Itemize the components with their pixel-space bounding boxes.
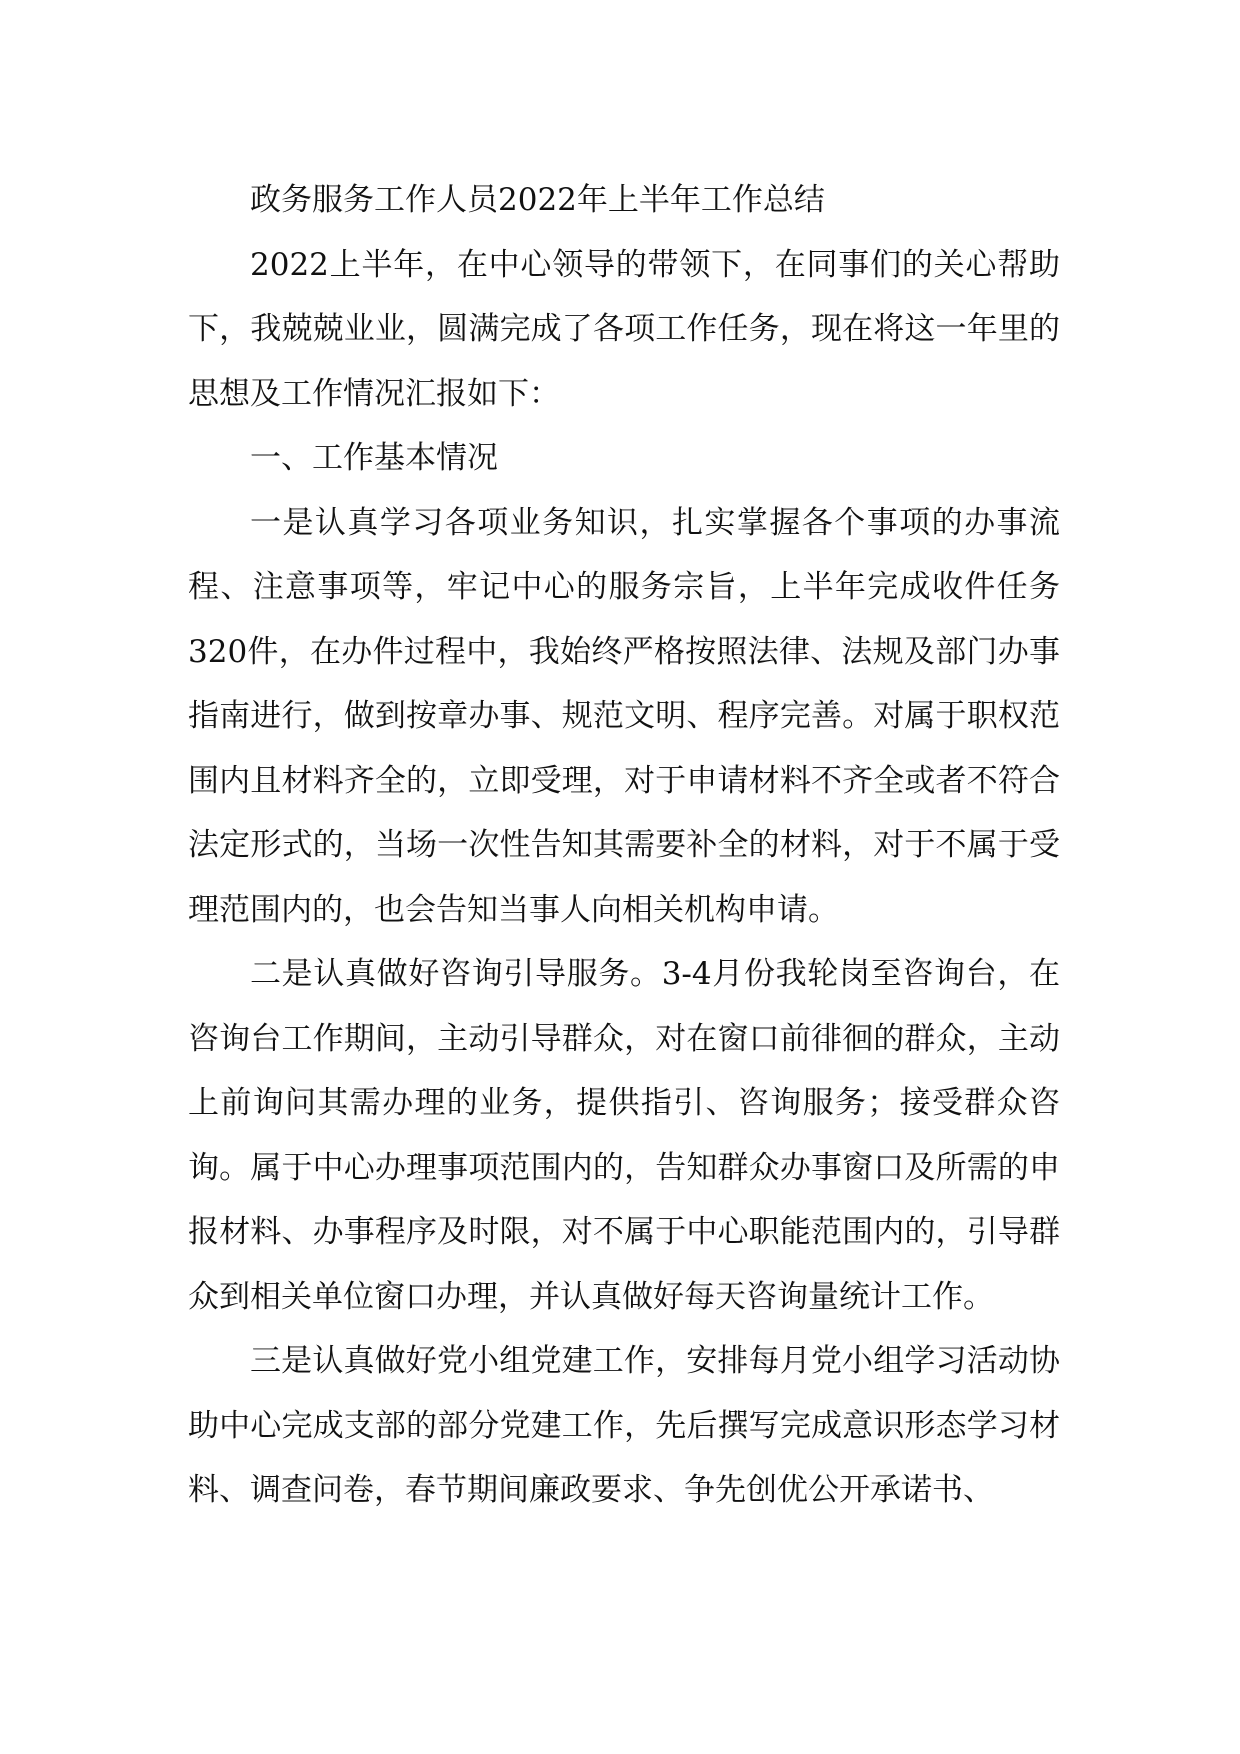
document-title: 政务服务工作人员2022年上半年工作总结: [250, 182, 825, 218]
section-heading: 一、工作基本情况: [250, 440, 498, 476]
paragraph-business-knowledge: 一是认真学习各项业务知识，扎实掌握各个事项的办事流程、注意事项等，牢记中心的服务宗旨，上半年完成收件任务320件，在办件过程中，我始终严格按照法律、法规及部门办事指南进行，做到按章办事、规范文明、程序完善。对属于职权范围内且材料齐全的，立即受理，对于申请材料不齐全或者不符合法定形式的，当场一次性告知其需要补全的材料，对于不属于受理范围内的，也会告知当事人向相关机构申请。: [188, 504, 1060, 928]
paragraph-party-work: 三是认真做好党小组党建工作，安排每月党小组学习活动协助中心完成支部的部分党建工作，先后撰写完成意识形态学习材料、调查问卷，春节期间廉政要求、争先创优公开承诺书、: [188, 1343, 1060, 1508]
paragraph-intro: 2022上半年，在中心领导的带领下，在同事们的关心帮助下，我兢兢业业，圆满完成了各项工作任务，现在将这一年里的思想及工作情况汇报如下：: [188, 246, 1060, 412]
paragraph-consulting-service: 二是认真做好咨询引导服务。3-4月份我轮岗至咨询台，在咨询台工作期间，主动引导群众，对在窗口前徘徊的群众，主动上前询问其需办理的业务，提供指引、咨询服务；接受群众咨询。属于中心办理事项范围内的，告知群众办事窗口及所需的申报材料、办事程序及时限，对不属于中心职能范围内的，引导群众到相关单位窗口办理，并认真做好每天咨询量统计工作。: [188, 956, 1060, 1315]
document-body: [188, 168, 1060, 1523]
